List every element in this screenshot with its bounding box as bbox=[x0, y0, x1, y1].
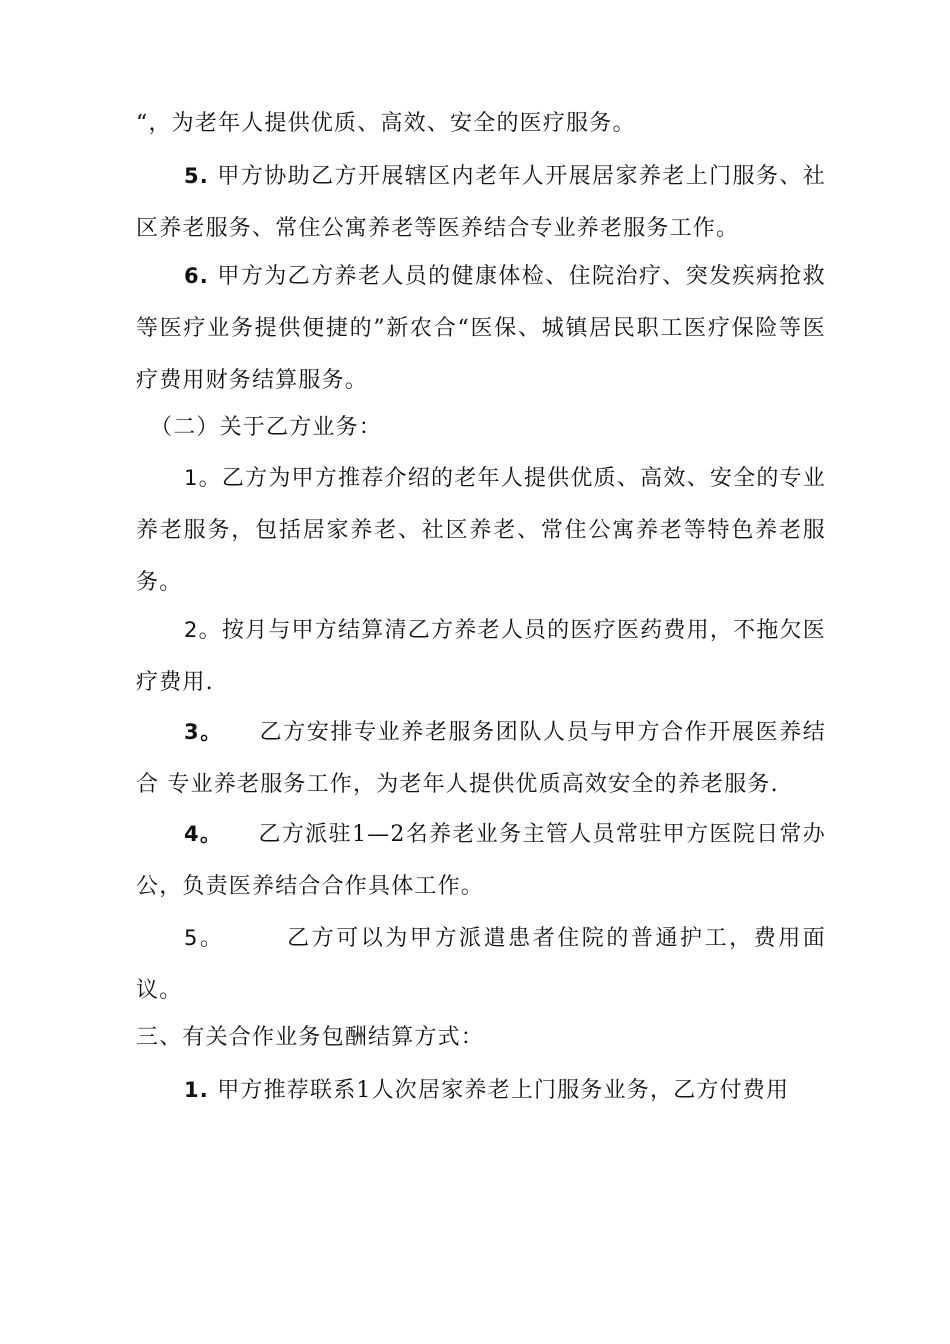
paragraph-item-b5 bbox=[136, 912, 826, 1017]
paragraph-item-c1 bbox=[136, 1064, 826, 1117]
paragraph-continuation bbox=[136, 98, 826, 150]
paragraph-item-b3 bbox=[136, 706, 826, 811]
paragraph-text: 甲方推荐联系1人次居家养老上门服务业务，乙方付费用 bbox=[209, 1078, 790, 1103]
item-number: 5 bbox=[184, 926, 199, 950]
heading-text: 三、有关合作业务包酬结算方式： bbox=[136, 1025, 485, 1050]
paragraph-text: 甲方协助乙方开展辖区内老年人开展居家养老上门服务、社区养老服务、常住公寓养老等医养结合专业养老服务工作。 bbox=[136, 164, 826, 241]
paragraph-item-a5 bbox=[136, 150, 826, 255]
heading-text: （二）关于乙方业务： bbox=[150, 415, 383, 440]
item-number: 1 bbox=[184, 466, 199, 490]
item-number: 2 bbox=[184, 618, 199, 642]
paragraph-item-a6 bbox=[136, 250, 826, 407]
item-number: 5. bbox=[184, 164, 209, 188]
paragraph-text: 乙方安排专业养老服务团队人员与甲方合作开展医养结合 专业养老服务工作，为老年人提供优质高效安全的养老服务. bbox=[136, 720, 827, 797]
paragraph-text: “，为老年人提供优质、高效、安全的医疗服务。 bbox=[136, 111, 636, 136]
paragraph-item-b1 bbox=[136, 452, 826, 609]
paragraph-text: 。乙方为甲方推荐介绍的老年人提供优质、高效、安全的专业养老服务，包括居家养老、社区养老、常住公寓养老等特色养老服务。 bbox=[136, 466, 826, 595]
item-number: 6. bbox=[184, 264, 209, 288]
item-number: 1. bbox=[184, 1078, 209, 1102]
paragraph-text: 乙方派驻1—2名养老业务主管人员常驻甲方医院日常办公，负责医养结合合作具体工作。 bbox=[136, 822, 826, 899]
paragraph-text: 。 乙方可以为甲方派遣患者住院的普通护工，费用面议。 bbox=[136, 926, 826, 1003]
paragraph-item-b4 bbox=[136, 808, 826, 913]
item-number: 4。 bbox=[184, 822, 212, 846]
paragraph-text: 甲方为乙方养老人员的健康体检、住院治疗、突发疾病抢救等医疗业务提供便捷的”新农合“医保、城镇居民职工医疗保险等医疗费用财务结算服务。 bbox=[136, 264, 826, 393]
section-heading-3 bbox=[136, 1012, 826, 1064]
paragraph-text: 。按月与甲方结算清乙方养老人员的医疗医药费用，不拖欠医疗费用. bbox=[136, 618, 826, 695]
section-heading-b bbox=[136, 402, 826, 454]
paragraph-item-b2 bbox=[136, 604, 826, 709]
item-number: 3。 bbox=[184, 720, 213, 744]
